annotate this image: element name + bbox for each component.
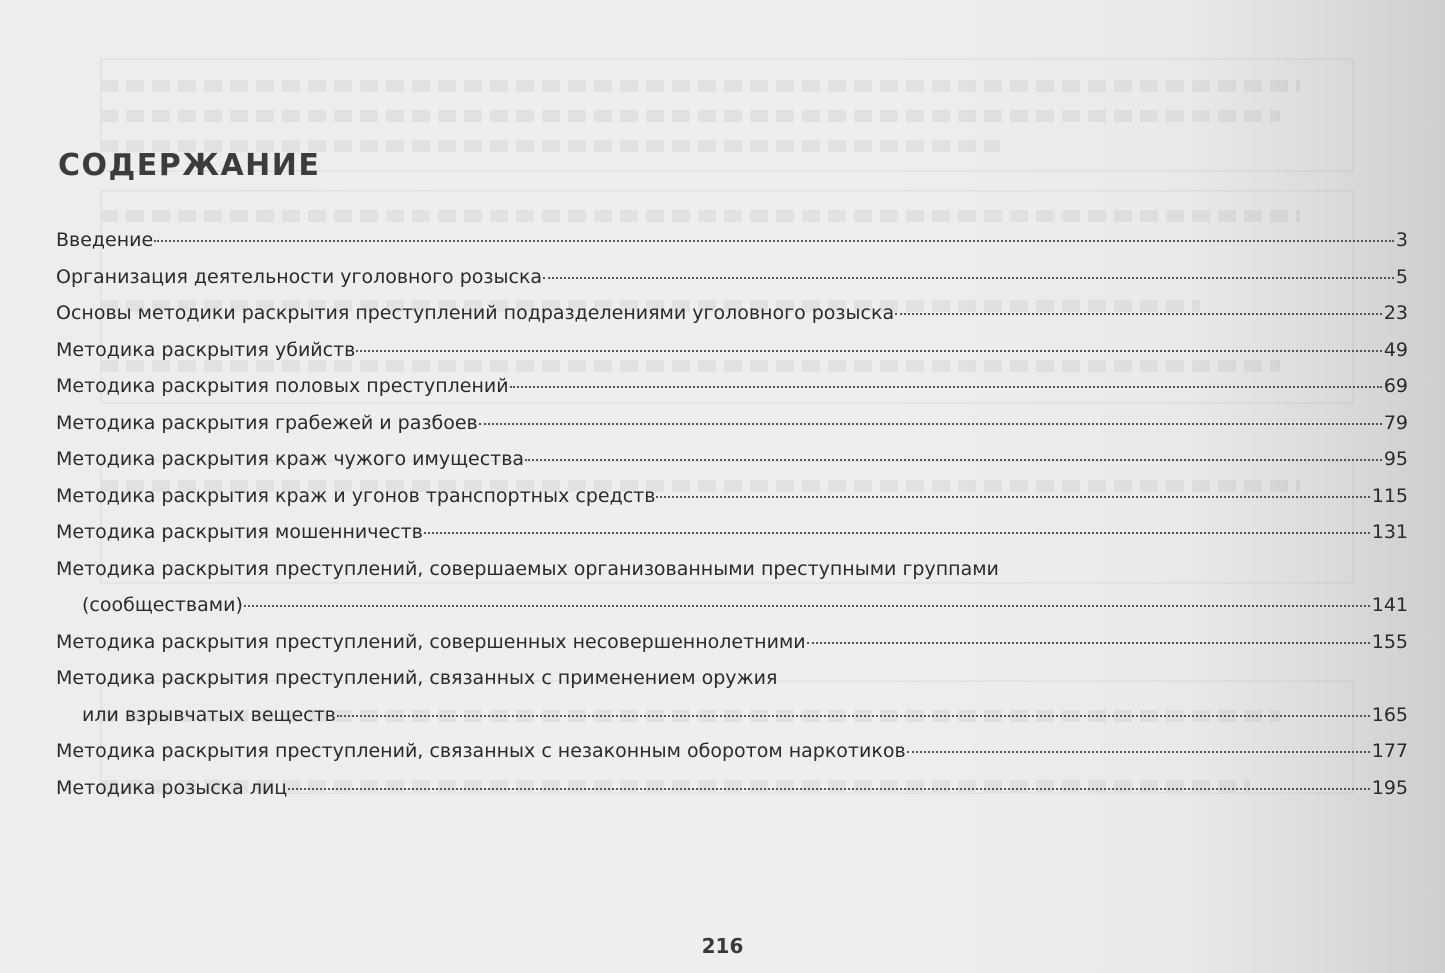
dot-leader	[656, 496, 1369, 498]
table-of-contents	[56, 222, 1408, 806]
dot-leader	[895, 313, 1382, 315]
toc-entry[interactable]	[56, 368, 1408, 405]
toc-page-number: 79	[1383, 411, 1408, 434]
toc-entry-title: Методика раскрытия преступлений, совершенных несовершеннолетними	[56, 630, 806, 653]
toc-entry[interactable]	[56, 514, 1408, 551]
toc-entry-line	[56, 697, 1408, 734]
dot-leader	[525, 459, 1382, 461]
toc-entry[interactable]	[56, 259, 1408, 296]
dot-leader	[424, 532, 1370, 534]
toc-entry-line	[56, 405, 1408, 442]
toc-entry-title: Методика раскрытия половых преступлений	[56, 375, 509, 397]
page-title: СОДЕРЖАНИЕ	[58, 148, 321, 183]
dot-leader	[337, 715, 1370, 717]
toc-entry-title: Методика раскрытия преступлений, связанных с применением оружия	[56, 667, 778, 689]
toc-entry[interactable]	[56, 295, 1408, 332]
toc-entry-line	[56, 478, 1408, 515]
toc-entry[interactable]	[56, 770, 1408, 807]
toc-entry-title: Методика раскрытия преступлений, связанных с незаконным оборотом наркотиков	[56, 740, 906, 762]
dot-leader	[510, 386, 1382, 388]
toc-entry[interactable]	[56, 332, 1408, 369]
toc-entry-line	[56, 368, 1408, 405]
toc-entry-title: Основы методики раскрытия преступлений подразделениями уголовного розыска	[56, 302, 895, 324]
toc-page-number: 131	[1371, 521, 1408, 543]
toc-page-number: 3	[1395, 229, 1408, 251]
toc-page-number: 69	[1383, 375, 1408, 397]
dot-leader	[154, 240, 1394, 242]
toc-entry-title: Введение	[56, 229, 154, 251]
dot-leader	[907, 751, 1370, 753]
toc-page-number: 49	[1383, 338, 1408, 361]
toc-entry[interactable]	[56, 551, 1408, 624]
toc-entry-title: Методика раскрытия грабежей и разбоев	[56, 411, 478, 434]
toc-page-number: 23	[1383, 302, 1408, 324]
toc-entry-title: Организация деятельности уголовного розыска	[56, 265, 543, 288]
dot-leader	[244, 605, 1370, 607]
page-number: 216	[701, 934, 744, 958]
toc-entry[interactable]	[56, 405, 1408, 442]
toc-entry-line	[56, 660, 1408, 697]
toc-entry-line	[56, 733, 1408, 770]
toc-entry[interactable]	[56, 733, 1408, 770]
toc-entry-line	[56, 551, 1408, 588]
toc-entry-title: Методика раскрытия краж и угонов транспортных средств	[56, 484, 656, 507]
toc-entry-title: (сообществами)	[82, 594, 243, 616]
toc-entry-line	[56, 222, 1408, 259]
dot-leader	[356, 350, 1381, 352]
toc-entry-title: Методика раскрытия мошенничеств	[56, 521, 423, 543]
toc-entry-title: Методика раскрытия преступлений, совершаемых организованными преступными группами	[56, 557, 999, 580]
toc-entry-title: Методика раскрытия убийств	[56, 338, 356, 361]
toc-entry-title: Методика розыска лиц	[56, 776, 288, 799]
toc-entry-title: или взрывчатых веществ	[82, 703, 336, 726]
toc-entry-line	[56, 295, 1408, 332]
dot-leader	[479, 423, 1382, 425]
toc-entry[interactable]	[56, 660, 1408, 733]
toc-entry[interactable]	[56, 624, 1408, 661]
toc-entry-title: Методика раскрытия краж чужого имущества	[56, 448, 525, 470]
toc-page-number: 155	[1371, 630, 1408, 653]
dot-leader	[288, 788, 1369, 790]
dot-leader	[543, 277, 1394, 279]
toc-entry-line	[56, 624, 1408, 661]
toc-page-number: 195	[1371, 776, 1408, 799]
toc-page-number: 5	[1395, 265, 1408, 288]
toc-page-number: 115	[1371, 484, 1408, 507]
toc-entry-line	[56, 441, 1408, 478]
toc-page-number: 95	[1383, 448, 1408, 470]
toc-entry[interactable]	[56, 222, 1408, 259]
toc-entry[interactable]	[56, 478, 1408, 515]
toc-page-number: 165	[1371, 703, 1408, 726]
dot-leader	[807, 642, 1370, 644]
toc-entry-line	[56, 587, 1408, 624]
toc-entry-line	[56, 514, 1408, 551]
toc-page-number: 141	[1371, 594, 1408, 616]
toc-page-number: 177	[1371, 740, 1408, 762]
toc-entry-line	[56, 770, 1408, 807]
toc-entry[interactable]	[56, 441, 1408, 478]
toc-entry-line	[56, 259, 1408, 296]
toc-entry-line	[56, 332, 1408, 369]
